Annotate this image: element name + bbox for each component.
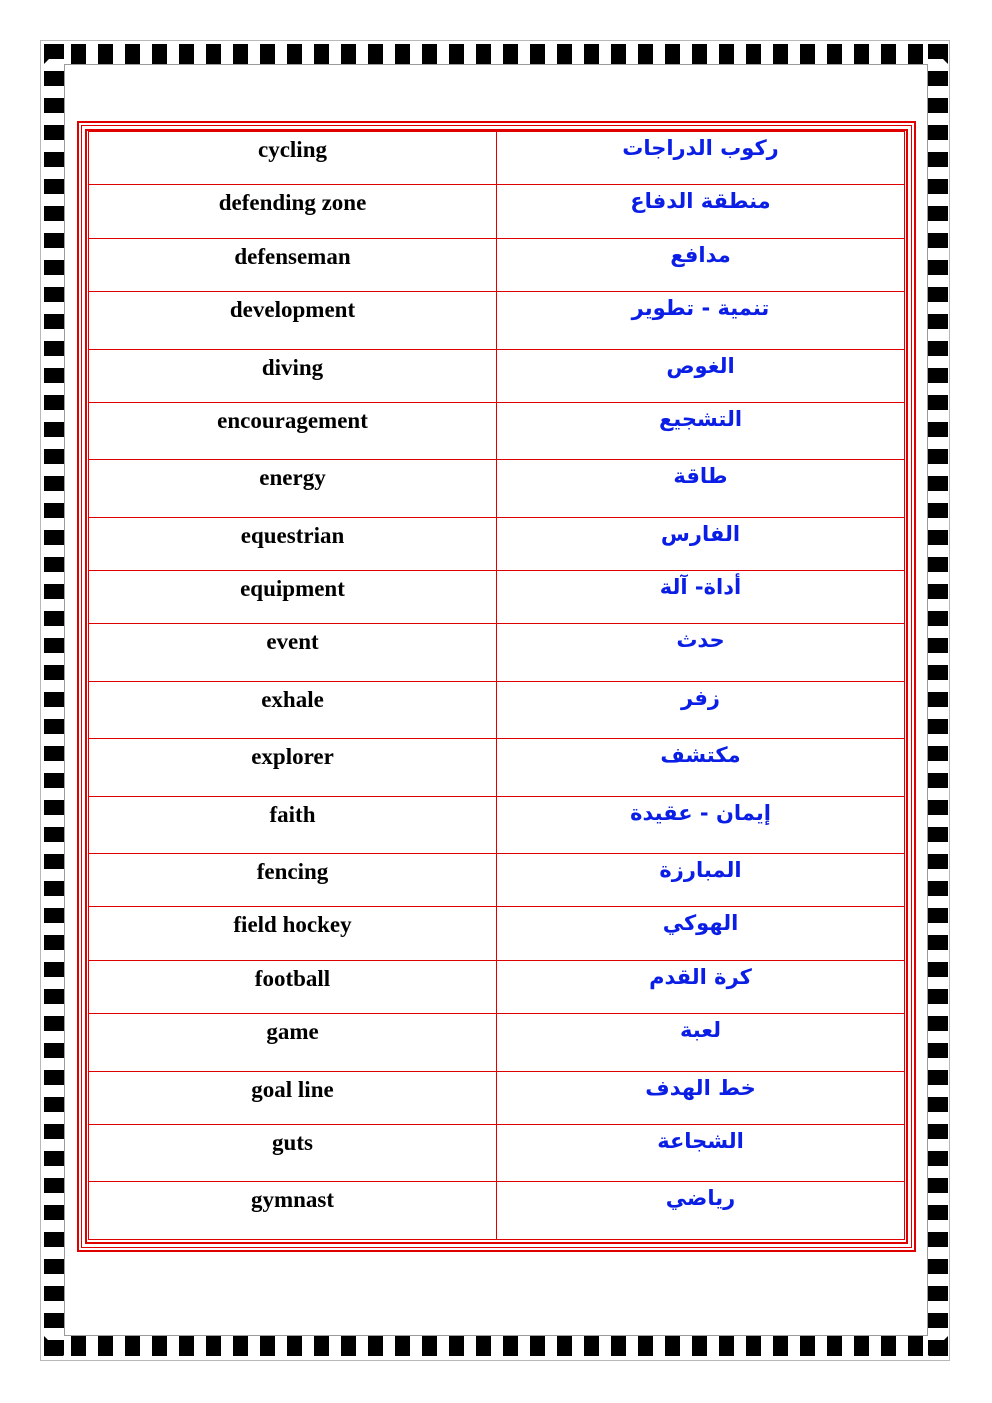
english-term: game bbox=[89, 1014, 497, 1071]
checkered-border-left bbox=[44, 44, 64, 1356]
arabic-translation: خط الهدف bbox=[497, 1071, 905, 1124]
arabic-translation: مكتشف bbox=[497, 739, 905, 796]
english-term: cycling bbox=[89, 132, 497, 185]
arabic-translation: مدافع bbox=[497, 238, 905, 291]
vocabulary-table bbox=[88, 131, 905, 1240]
table-row bbox=[89, 238, 905, 291]
table-row bbox=[89, 1071, 905, 1124]
arabic-translation: منطقة الدفاع bbox=[497, 185, 905, 238]
english-term: fencing bbox=[89, 854, 497, 907]
table-row bbox=[89, 624, 905, 681]
table-row bbox=[89, 460, 905, 517]
english-term: energy bbox=[89, 460, 497, 517]
table-row bbox=[89, 1014, 905, 1071]
table-row bbox=[89, 854, 905, 907]
english-term: defenseman bbox=[89, 238, 497, 291]
english-term: guts bbox=[89, 1125, 497, 1182]
english-term: defending zone bbox=[89, 185, 497, 238]
english-term: faith bbox=[89, 796, 497, 853]
english-term: development bbox=[89, 292, 497, 349]
table-row bbox=[89, 292, 905, 349]
table-row bbox=[89, 349, 905, 402]
table-row bbox=[89, 132, 905, 185]
arabic-translation: التشجيع bbox=[497, 402, 905, 459]
english-term: diving bbox=[89, 349, 497, 402]
arabic-translation: الغوص bbox=[497, 349, 905, 402]
border-corner-bottom-right bbox=[928, 1336, 948, 1356]
arabic-translation: رياضي bbox=[497, 1182, 905, 1240]
english-term: football bbox=[89, 960, 497, 1013]
arabic-translation: ركوب الدراجات bbox=[497, 132, 905, 185]
english-term: goal line bbox=[89, 1071, 497, 1124]
arabic-translation: طاقة bbox=[497, 460, 905, 517]
arabic-translation: الفارس bbox=[497, 517, 905, 570]
english-term: event bbox=[89, 624, 497, 681]
english-term: field hockey bbox=[89, 907, 497, 960]
table-row bbox=[89, 681, 905, 738]
border-corner-top-right bbox=[928, 44, 948, 64]
table-row bbox=[89, 739, 905, 796]
english-term: gymnast bbox=[89, 1182, 497, 1240]
arabic-translation: كرة القدم bbox=[497, 960, 905, 1013]
arabic-translation: الشجاعة bbox=[497, 1125, 905, 1182]
english-term: equestrian bbox=[89, 517, 497, 570]
checkered-border-top bbox=[44, 44, 948, 64]
table-row bbox=[89, 517, 905, 570]
table-row bbox=[89, 1182, 905, 1240]
arabic-translation: الهوكي bbox=[497, 907, 905, 960]
border-corner-bottom-left bbox=[44, 1336, 64, 1356]
english-term: encouragement bbox=[89, 402, 497, 459]
checkered-border-right bbox=[928, 44, 948, 1356]
border-corner-top-left bbox=[44, 44, 64, 64]
arabic-translation: لعبة bbox=[497, 1014, 905, 1071]
table-row bbox=[89, 960, 905, 1013]
table-row bbox=[89, 907, 905, 960]
table-row bbox=[89, 571, 905, 624]
table-row bbox=[89, 796, 905, 853]
english-term: explorer bbox=[89, 739, 497, 796]
english-term: exhale bbox=[89, 681, 497, 738]
table-row bbox=[89, 402, 905, 459]
arabic-translation: المبارزة bbox=[497, 854, 905, 907]
arabic-translation: إيمان - عقيدة bbox=[497, 796, 905, 853]
arabic-translation: حدث bbox=[497, 624, 905, 681]
arabic-translation: زفر bbox=[497, 681, 905, 738]
english-term: equipment bbox=[89, 571, 497, 624]
table-row bbox=[89, 185, 905, 238]
checkered-border-bottom bbox=[44, 1336, 948, 1356]
table-row bbox=[89, 1125, 905, 1182]
arabic-translation: تنمية - تطوير bbox=[497, 292, 905, 349]
arabic-translation: أداة- آلة bbox=[497, 571, 905, 624]
